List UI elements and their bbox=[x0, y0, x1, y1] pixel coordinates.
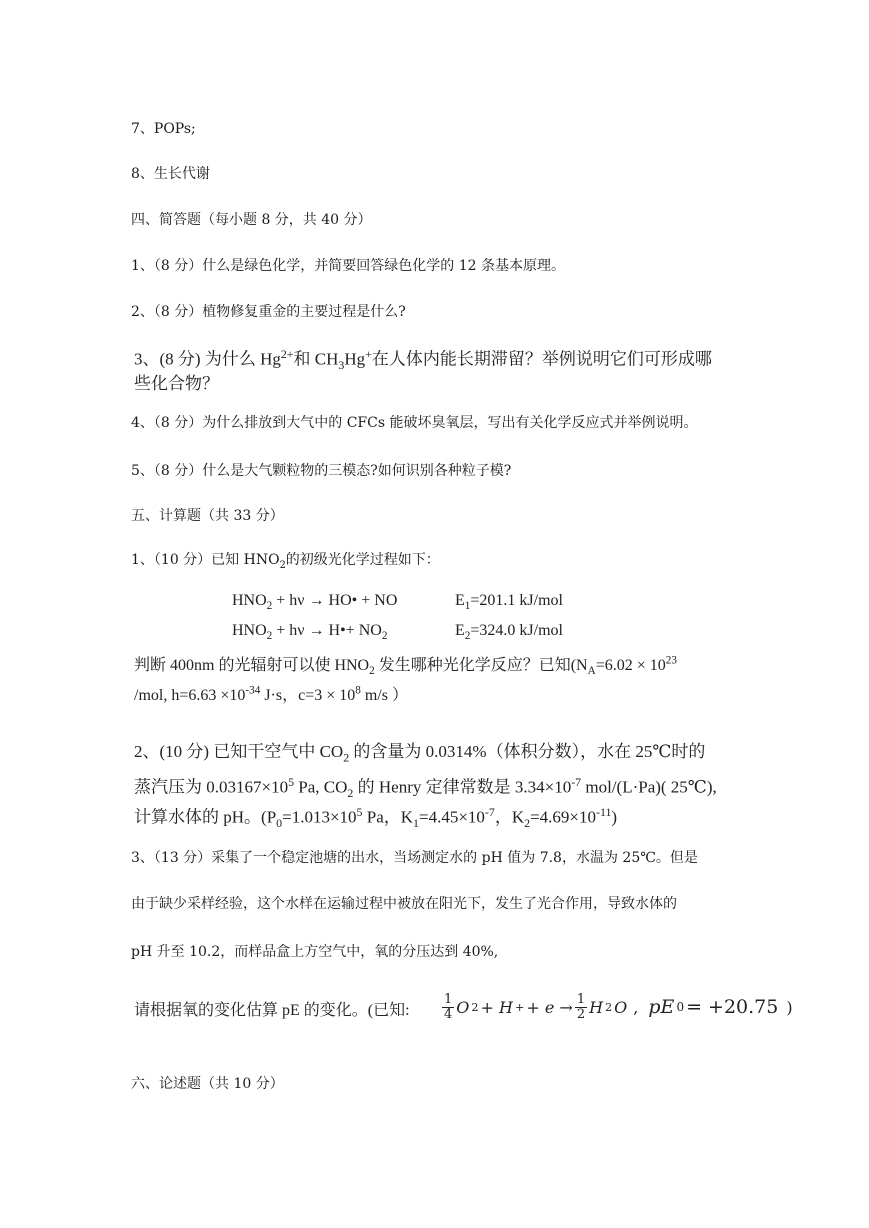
item-pops: 7、POPs; bbox=[131, 121, 196, 137]
question-pe-estimate: 请根据氧的变化估算 pE 的变化。(已知: bbox=[134, 1002, 410, 1019]
question-cfcs-ozone: 4、（8 分）为什么排放到大气中的 CFCs 能破坏臭氧层，写出有关化学反应式并举例说明。 bbox=[131, 415, 698, 431]
equation-hno2-1: $HNO_2 + h\nu$ → HO• + NO bbox=[232, 592, 398, 613]
question-pond-line3: pH 升至 10.2，而样品盒上方空气中，氧的分压达到 40%, bbox=[131, 944, 499, 960]
equation-hno2-2: $HNO_2 + h\nu$ → H•+ $NO_2$ bbox=[232, 622, 388, 643]
question-mercury-line1: 3、(8 分) 为什么 $Hg^{2+}$和 $CH_3Hg^+$在人体内能长期滞留？举例说明它们可形成哪 bbox=[134, 347, 712, 373]
equation-hno2-2-energy: $E_2=324.0$ kJ/mol bbox=[455, 622, 563, 643]
question-pond-line1: 3、（13 分）采集了一个稳定池塘的出水，当场测定水的 pH 值为 7.8，水温为 25℃。但是 bbox=[131, 850, 698, 866]
section-calculation-title: 五、计算题（共 33 分） bbox=[131, 508, 284, 524]
question-co2-line1: 2、(10 分) 已知干空气中 $CO_2$ 的含量为 0.0314%（体积分数），水在 25℃时的 bbox=[134, 742, 706, 765]
equation-hno2-1-energy: $E_1=201.1$ kJ/mol bbox=[455, 592, 563, 613]
question-co2-line2: 蒸汽压为 $0.03167\times 10^5$ Pa, $CO_2$ 的 Henry 定律常数是 $3.34\times 10^{-7}$ mol/(L·Pa)( 25℃), bbox=[134, 775, 717, 801]
question-green-chemistry: 1、（8 分）什么是绿色化学，并简要回答绿色化学的 12 条基本原理。 bbox=[131, 258, 565, 274]
section-short-answer-title: 四、简答题（每小题 8 分，共 40 分） bbox=[131, 212, 372, 228]
question-co2-line3: 计算水体的 pH。($P_0=1.013\times 10^5$ Pa，$K_1=4.45\times 10^{-7}$，$K_2=4.69\times 10^{-11}$) bbox=[134, 805, 618, 831]
question-pond-line2: 由于缺少采样经验，这个水样在运输过程中被放在阳光下，发生了光合作用，导致水体的 bbox=[131, 896, 677, 912]
fraction-one-half: 1 2 bbox=[576, 991, 586, 1022]
question-mercury-line2: 些化合物？ bbox=[134, 374, 219, 393]
item-growth-metabolism: 8、生长代谢 bbox=[131, 166, 210, 182]
question-aerosol-modes: 5、（8 分）什么是大气颗粒物的三模态?如何识别各种粒子模? bbox=[131, 463, 512, 479]
section-essay-title: 六、论述题（共 10 分） bbox=[131, 1076, 284, 1092]
half-reaction-formula: 1 4 O 2 + H + + e → 1 2 H 2 O , pE 0 = +20.75 ) bbox=[444, 991, 793, 1022]
question-hno2-judge-line1: 判断 400nm 的光辐射可以使 $HNO_2$ 发生哪种光化学反应？已知($N_A=6.02 \times 10^{23}$ bbox=[134, 654, 677, 678]
question-hno2-judge-line2: /mol, $h=6.63 \times 10^{-34}$ J·s，$c=3 \times 10^8$ m/s ） bbox=[134, 684, 408, 704]
question-phytoremediation: 2、（8 分）植物修复重金的主要过程是什么? bbox=[131, 304, 406, 320]
fraction-one-quarter: 1 4 bbox=[444, 991, 453, 1022]
question-hno2-intro: 1、（10 分）已知 $HNO_2$的初级光化学过程如下： bbox=[131, 552, 440, 571]
